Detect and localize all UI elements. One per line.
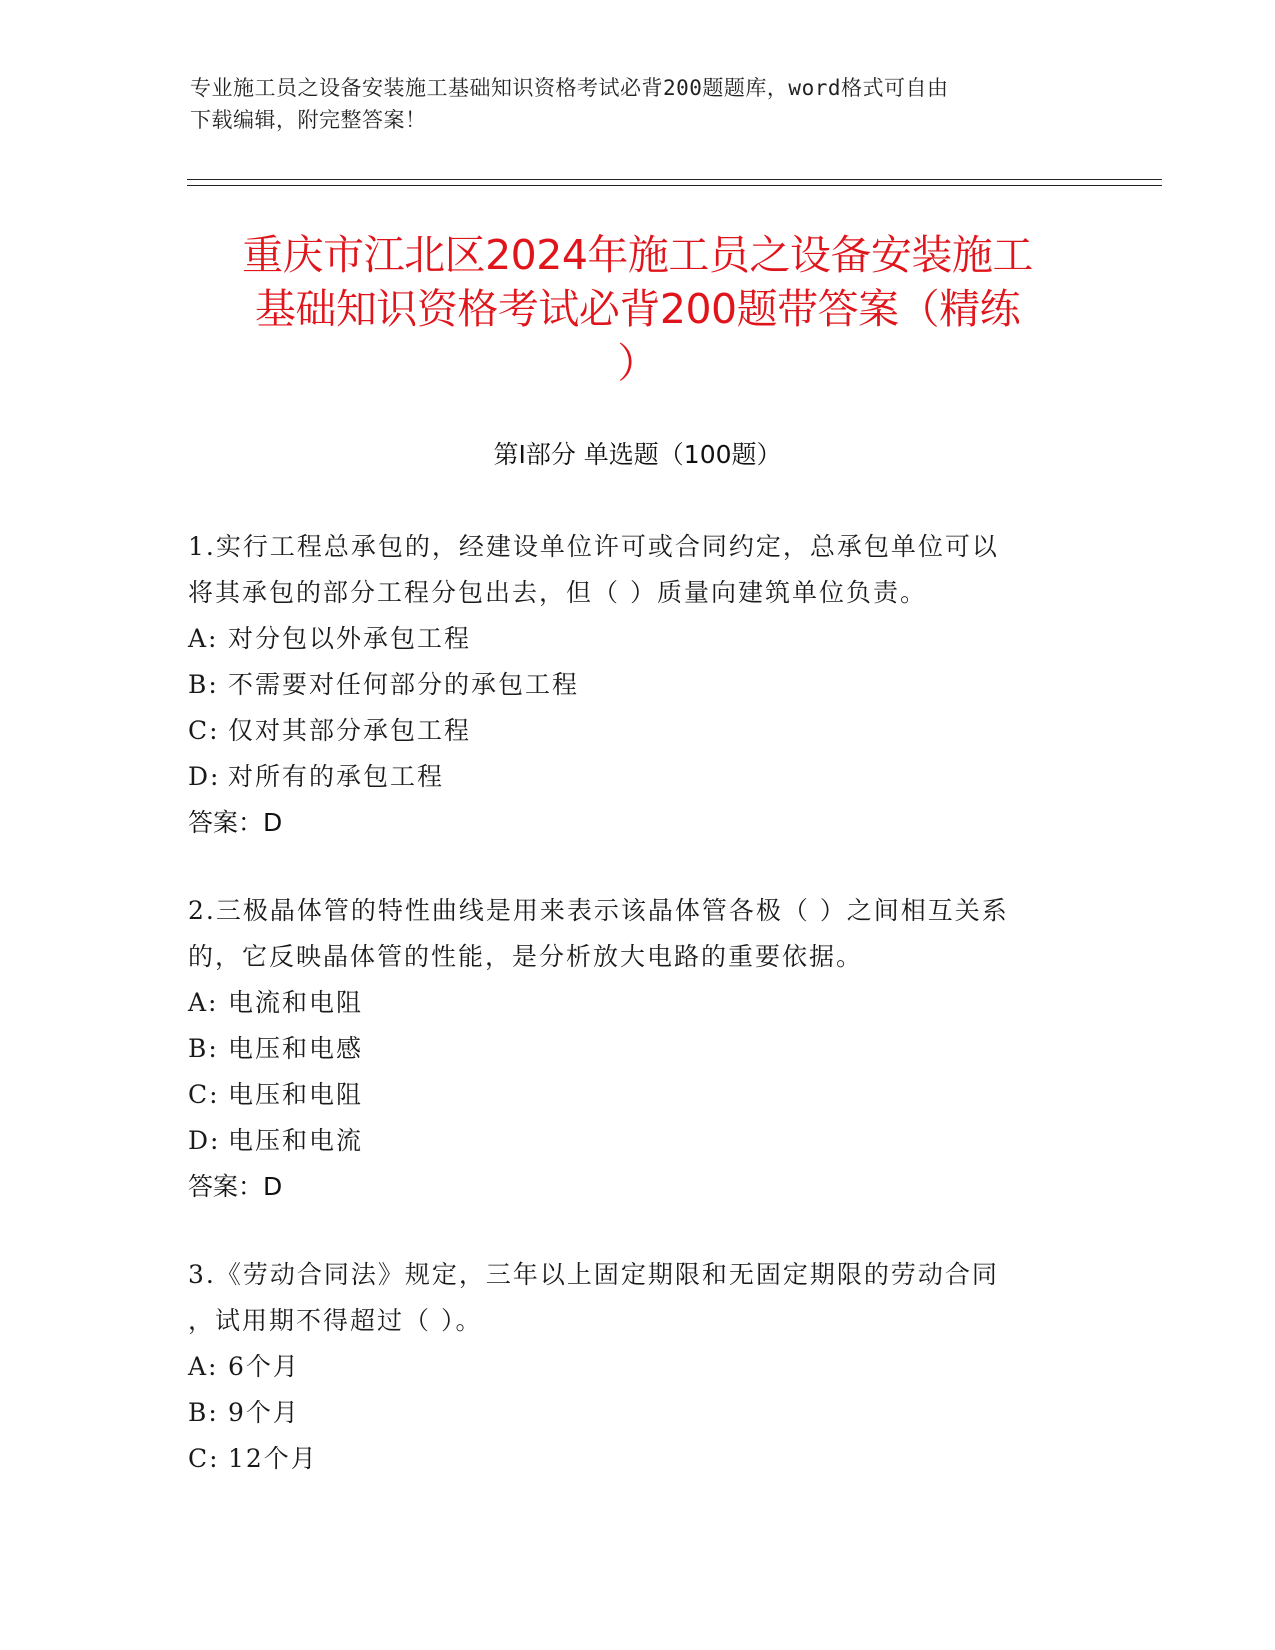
option-key: C:	[188, 1080, 220, 1109]
option-text: 6个月	[228, 1352, 300, 1381]
option-text: 9个月	[228, 1398, 300, 1427]
option-b	[188, 1026, 1088, 1072]
header-divider-bottom	[187, 185, 1162, 186]
option-key: C:	[188, 716, 220, 745]
option-key: B:	[188, 670, 219, 699]
header-note-line-2: 下载编辑，附完整答案！	[190, 108, 427, 132]
option-text: 对分包以外承包工程	[228, 624, 472, 653]
question-3	[188, 1252, 1088, 1482]
option-c	[188, 708, 1088, 754]
option-text: 12个月	[228, 1444, 318, 1473]
option-key: D:	[188, 762, 221, 791]
question-stem-line-2: 的，它反映晶体管的性能，是分析放大电路的重要依据。	[188, 942, 864, 971]
option-key: B:	[188, 1034, 219, 1063]
option-d	[188, 754, 1088, 800]
option-key: A:	[188, 988, 219, 1017]
question-stem-line-1: 1.实行工程总承包的，经建设单位许可或合同约定，总承包单位可以	[188, 532, 999, 561]
option-key: B:	[188, 1398, 219, 1427]
question-stem-line-2: 将其承包的部分工程分包出去，但（ ）质量向建筑单位负责。	[188, 578, 927, 607]
option-key: C:	[188, 1444, 220, 1473]
option-text: 电压和电流	[228, 1126, 364, 1155]
option-b	[188, 1390, 1088, 1436]
question-stem-line-2: ，试用期不得超过（ ）。	[188, 1306, 483, 1335]
header-note	[190, 72, 1090, 136]
option-a	[188, 1344, 1088, 1390]
option-b	[188, 662, 1088, 708]
document-title-line-3: ）	[617, 339, 658, 387]
answer: 答案：D	[188, 808, 283, 837]
question-1	[188, 524, 1088, 846]
option-text: 仅对其部分承包工程	[228, 716, 472, 745]
option-key: A:	[188, 1352, 219, 1381]
header-divider-top	[187, 179, 1162, 180]
option-a	[188, 616, 1088, 662]
question-stem-line-1: 2.三极晶体管的特性曲线是用来表示该晶体管各极（ ）之间相互关系	[188, 896, 1009, 925]
header-note-line-1: 专业施工员之设备安装施工基础知识资格考试必背200题题库，word格式可自由	[190, 76, 949, 100]
option-key: A:	[188, 624, 219, 653]
option-d	[188, 1118, 1088, 1164]
option-text: 电压和电阻	[228, 1080, 364, 1109]
document-title-line-1: 重庆市江北区2024年施工员之设备安装施工	[242, 231, 1033, 279]
question-2	[188, 888, 1088, 1210]
document-title-line-2: 基础知识资格考试必背200题带答案（精练	[254, 285, 1021, 333]
option-text: 不需要对任何部分的承包工程	[228, 670, 580, 699]
option-text: 对所有的承包工程	[228, 762, 445, 791]
question-stem-line-1: 3.《劳动合同法》规定，三年以上固定期限和无固定期限的劳动合同	[188, 1260, 999, 1289]
answer: 答案：D	[188, 1172, 283, 1201]
option-a	[188, 980, 1088, 1026]
option-c	[188, 1072, 1088, 1118]
option-key: D:	[188, 1126, 221, 1155]
option-text: 电流和电阻	[228, 988, 364, 1017]
option-c	[188, 1436, 1088, 1482]
section-title: 第Ⅰ部分 单选题（100题）	[493, 440, 782, 469]
document-title	[180, 228, 1095, 390]
option-text: 电压和电感	[228, 1034, 364, 1063]
